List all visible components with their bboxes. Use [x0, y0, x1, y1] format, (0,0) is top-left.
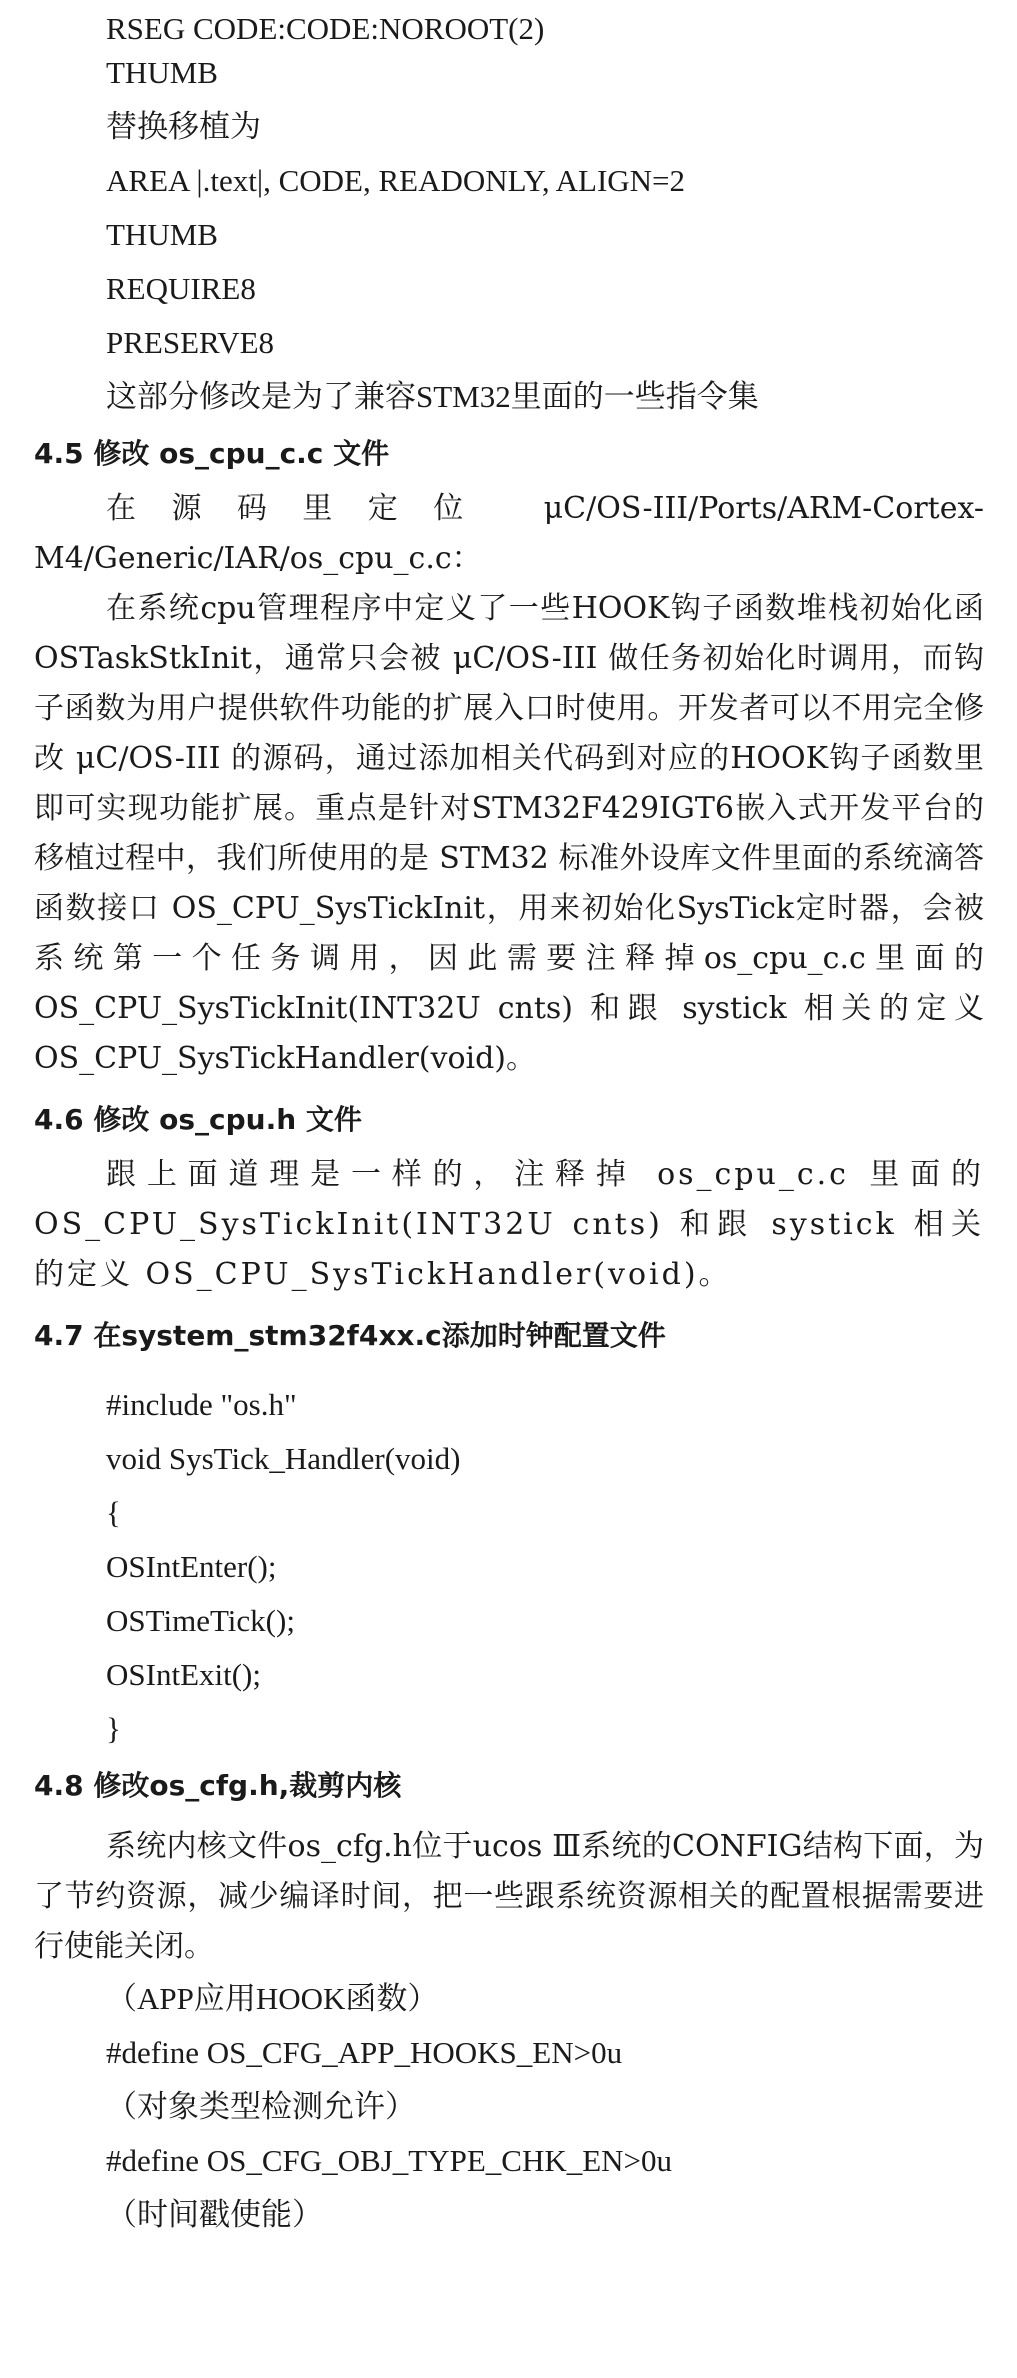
code-line: RSEG CODE:CODE:NOROOT(2) — [106, 11, 545, 46]
code-line: 这部分修改是为了兼容STM32里面的一些指令集 — [106, 379, 759, 414]
config-line: （对象类型检测允许） — [106, 2089, 416, 2124]
paragraph: 在系统cpu管理程序中定义了一些HOOK钩子函数堆栈初始化函 OSTaskStkInit，通常只会被 μC/OS-III 做任务初始化时调用，而钩子函数为用户提供软件功能的扩展入口时使用。开发者可以不用完全修改 μC/OS-III 的源码，通过添加相关代码到对应的HOOK钩子函数里即可实现功能扩展。重点是针对STM32F429IGT6嵌入式开发平台的移植过程中，我们所使用的是 STM32 标准外设库文件里面的系统滴答函数接口 OS_CPU_SysTickInit，用来初始化SysTick定时器，会被系统第一个任务调用，因此需要注释掉os_cpu_c.c里面的OS_CPU_SysTickInit(INT32U cnts) 和跟 systick 相关的定义 OS_CPU_SysTickHandler(void)。 — [34, 591, 984, 1076]
paragraph: 跟上面道理是一样的，注释掉 os_cpu_c.c 里面的 OS_CPU_SysTickInit(INT32U cnts) 和跟 systick 相关的定义 OS_CPU_SysTickHandler(void)。 — [34, 1157, 984, 1292]
code-line: } — [106, 1711, 121, 1746]
code-line: AREA |.text|, CODE, READONLY, ALIGN=2 — [106, 163, 686, 198]
code-line: OSIntExit(); — [106, 1657, 261, 1692]
config-line: #define OS_CFG_OBJ_TYPE_CHK_EN>0u — [106, 2143, 673, 2178]
code-line: void SysTick_Handler(void) — [106, 1441, 461, 1476]
config-line: （APP应用HOOK函数） — [106, 1981, 439, 2016]
config-line: #define OS_CFG_APP_HOOKS_EN>0u — [106, 2035, 623, 2070]
code-line: { — [106, 1495, 121, 1530]
code-line: REQUIRE8 — [106, 271, 256, 306]
section-heading-4-6: 4.6 修改 os_cpu.h 文件 — [34, 1103, 362, 1136]
section-heading-4-8: 4.8 修改os_cfg.h,裁剪内核 — [34, 1769, 402, 1802]
code-line: OSTimeTick(); — [106, 1603, 295, 1638]
code-line: THUMB — [106, 55, 218, 90]
section-heading-4-7: 4.7 在system_stm32f4xx.c添加时钟配置文件 — [34, 1319, 666, 1352]
code-line: #include "os.h" — [106, 1387, 297, 1422]
code-line: PRESERVE8 — [106, 325, 275, 360]
section-heading-4-5: 4.5 修改 os_cpu_c.c 文件 — [34, 437, 390, 470]
code-line: 替换移植为 — [106, 109, 261, 144]
paragraph: 系统内核文件os_cfg.h位于ucos Ⅲ系统的CONFIG结构下面，为了节约资源，减少编译时间，把一些跟系统资源相关的配置根据需要进行使能关闭。 — [34, 1829, 984, 1964]
paragraph: 在源码里定位 μC/OS-III/Ports/ARM-Cortex-M4/Generic/IAR/os_cpu_c.c： — [34, 491, 984, 576]
code-line: OSIntEnter(); — [106, 1549, 277, 1584]
document-page — [34, 0, 984, 2242]
config-line: （时间戳使能） — [106, 2197, 323, 2232]
code-line: THUMB — [106, 217, 218, 252]
